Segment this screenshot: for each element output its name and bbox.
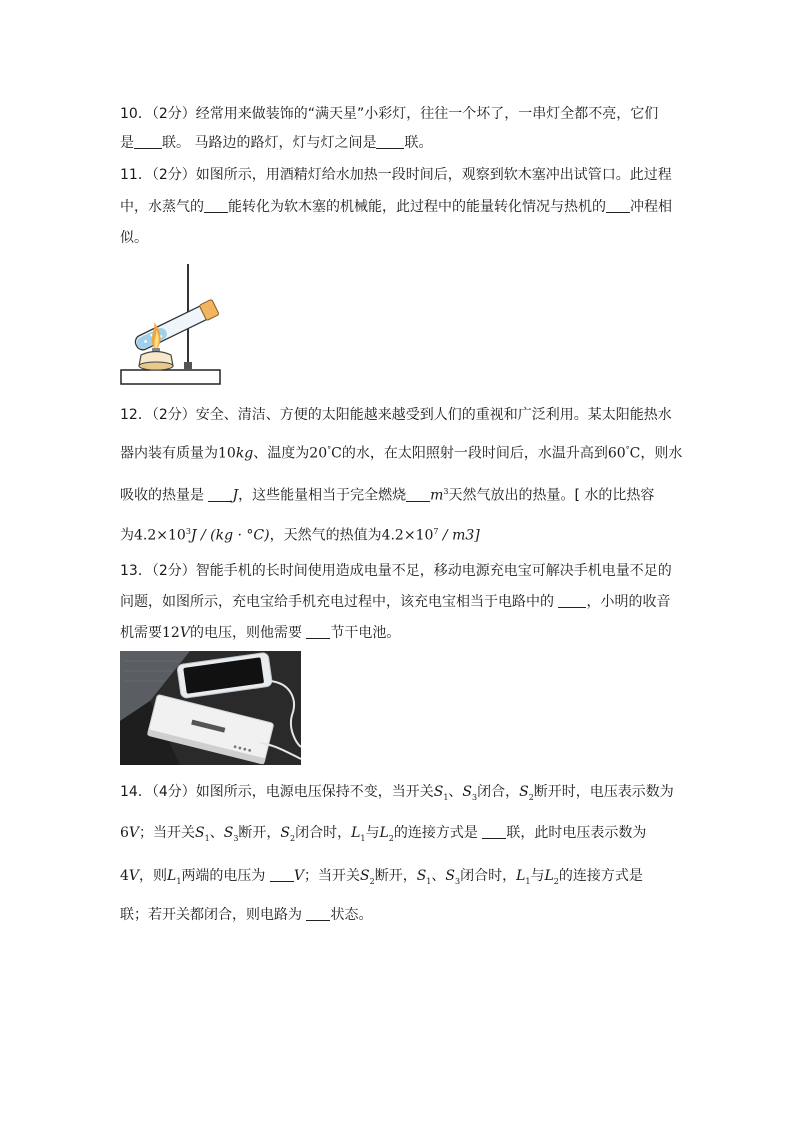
answer-blank[interactable] [482,824,506,839]
answer-blank[interactable] [134,134,162,149]
q14-line-4: 联；若开关都闭合，则电路为 状态。 [120,907,373,923]
q14-line-2: 6V；当开关$S_1$、$S_3$断开，$S_2$闭合时，$L_1$与$L_2$的连接方式是 联，此时电压表示数为 [120,825,647,843]
q11-line-2: 中，水蒸气的 能转化为软木塞的机械能，此过程中的能量转化情况与热机的 冲程相 [120,199,672,215]
answer-blank[interactable] [270,867,294,882]
q10-line-1: 10．（2分）经常用来做装饰的“满天星”小彩灯，往往一个坏了，一串灯全都不亮，它们 [120,106,659,122]
q11-line-1: 11．（2分）如图所示，用酒精灯给水加热一段时间后，观察到软木塞冲出试管口。此过程 [120,167,672,183]
q14-line-1: 14．（4分）如图所示，电源电压保持不变，当开关$S_1$、$S_3$闭合，$S_2$断开时，电压表示数为 [120,784,674,802]
q12-line-2: 器内装有质量为10kg、温度为20°C的水，在太阳照射一段时间后，水温升高到60°C，则水 [120,445,683,462]
answer-blank[interactable] [306,906,330,921]
q13-line-3: 机需要12V的电压，则他需要 节干电池。 [120,625,401,641]
q13-line-1: 13．（2分）智能手机的长时间使用造成电量不足，移动电源充电宝可解决手机电量不足的 [120,563,672,579]
answer-blank[interactable] [376,134,404,149]
answer-blank[interactable] [204,198,228,213]
q10-line-2: 是 联。 马路边的路灯，灯与灯之间是 联。 [120,135,433,151]
q14-line-3: 4V，则$L_1$两端的电压为 V；当开关$S_2$断开，$S_1$、$S_3$闭合时，$L_1$与$L_2$的连接方式是 [120,868,643,886]
q12-line-4: 为$4.2\times 10^3J / (kg \cdot ^\circ C)$，天然气的热值为$4.2\times 10^7 / m3$] [120,527,480,544]
q12-line-1: 12．（2分）安全、清洁、方便的太阳能越来越受到人们的重视和广泛利用。某太阳能热水 [120,407,672,423]
answer-blank[interactable] [306,624,330,639]
alcohol-lamp-test-tube-figure [118,262,224,388]
answer-blank[interactable] [558,593,586,608]
answer-blank[interactable] [606,198,630,213]
q12-line-3: 吸收的热量是 J，这些能量相当于完全燃烧 $m^3$天然气放出的热量。[ 水的比热容 [120,487,655,504]
answer-blank[interactable] [208,487,232,502]
power-bank-charging-phone-photo [120,651,301,765]
answer-blank[interactable] [406,487,430,502]
q13-line-2: 问题，如图所示，充电宝给手机充电过程中，该充电宝相当于电路中的 ，小明的收音 [120,594,671,610]
q11-line-3: 似。 [120,230,148,246]
